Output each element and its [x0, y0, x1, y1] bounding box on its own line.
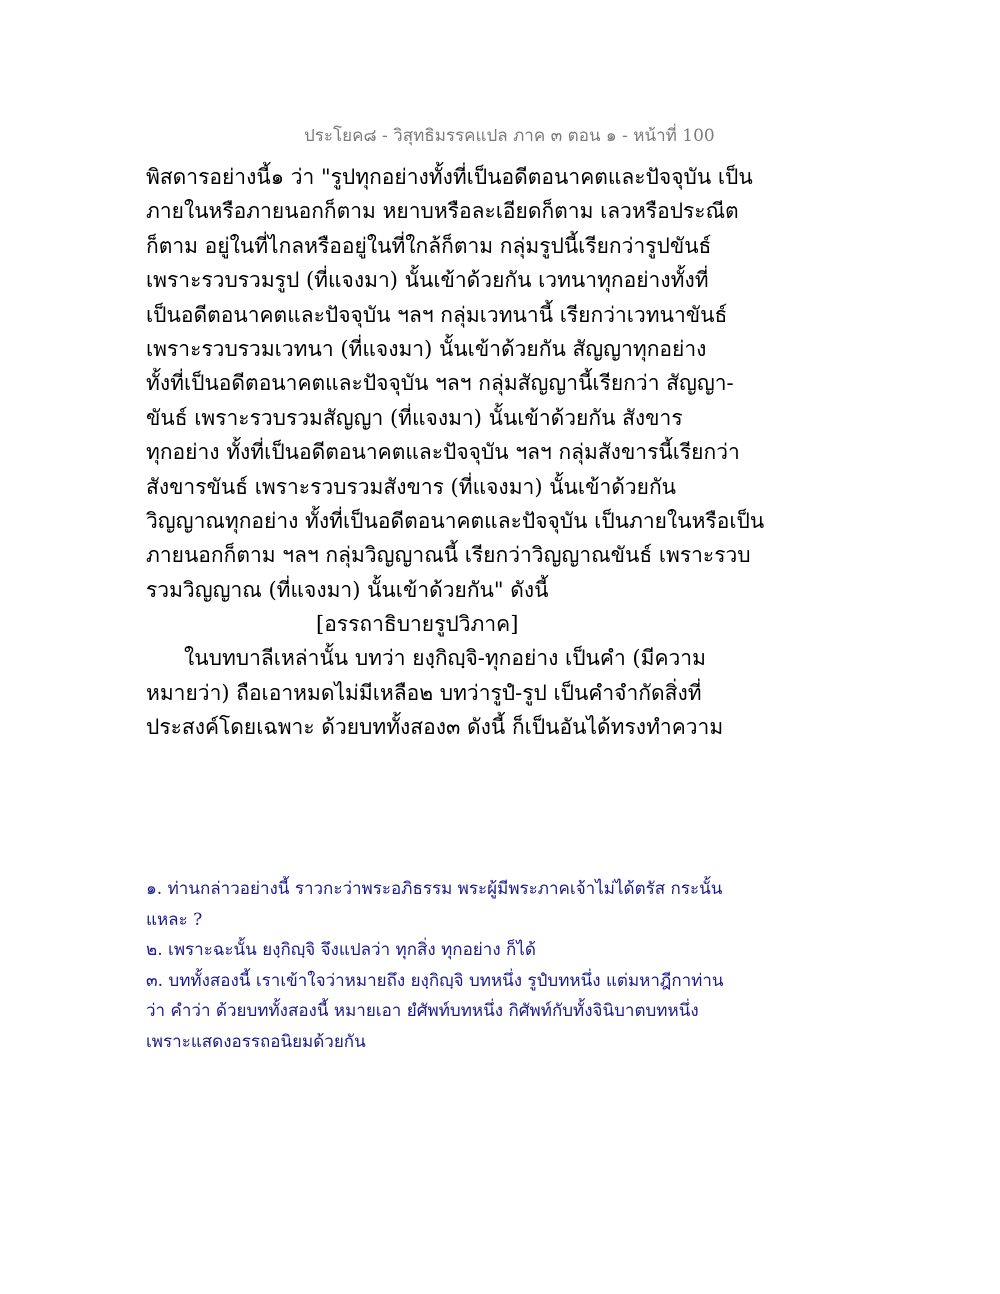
footnote-line: ๑. ท่านกล่าวอย่างนี้ ราวกะว่าพระอภิธรรม พระผู้มีพระภาคเจ้าไม่ได้ตรัส กระนั้น — [146, 879, 723, 899]
text-line: สังขารขันธ์ เพราะรวบรวมสังขาร (ที่แจงมา) นั้นเข้าด้วยกัน — [146, 474, 677, 499]
text-line: ประสงค์โดยเฉพาะ ด้วยบททั้งสอง๓ ดังนี้ ก็เป็นอันได้ทรงทำความ — [146, 715, 724, 740]
text-line: ทั้งที่เป็นอดีตอนาคตและปัจจุบัน ฯลฯ กลุ่มสัญญานี้เรียกว่า สัญญา- — [146, 371, 734, 396]
text-line: ขันธ์ เพราะรวบรวมสัญญา (ที่แจงมา) นั้นเข้าด้วยกัน สังขาร — [146, 405, 683, 430]
text-line: ก็ตาม อยู่ในที่ไกลหรืออยู่ในที่ใกล้ก็ตาม กลุ่มรูปนี้เรียกว่ารูปขันธ์ — [146, 233, 712, 258]
text-line: ภายนอกก็ตาม ฯลฯ กลุ่มวิญญาณนี้ เรียกว่าวิญญาณขันธ์ เพราะรวบ — [146, 543, 751, 568]
section-heading: [อรรถาธิบายรูปวิภาค] — [316, 612, 519, 637]
footnote-line: เพราะแสดงอรรถอนิยมด้วยกัน — [146, 1031, 366, 1052]
text-line: ทุกอย่าง ทั้งที่เป็นอดีตอนาคตและปัจจุบัน ฯลฯ กลุ่มสังขารนี้เรียกว่า — [146, 440, 740, 465]
text-line: ในบทบาลีเหล่านั้น บทว่า ยงฺกิญฺจิ-ทุกอย่าง เป็นคำ (มีความ — [184, 646, 706, 671]
text-line: หมายว่า) ถือเอาหมดไม่มีเหลือ๒ บทว่ารูปํ-รูป เป็นคำจำกัดสิ่งที่ — [146, 680, 702, 705]
footnote-line: ว่า คำว่า ด้วยบททั้งสองนี้ หมายเอา ยํศัพท์บทหนึ่ง กิศัพท์กับทั้งจินิบาตบทหนึ่ง — [146, 1001, 699, 1021]
text-line: วิญญาณทุกอย่าง ทั้งที่เป็นอดีตอนาคตและปัจจุบัน เป็นภายในหรือเป็น — [146, 508, 765, 533]
text-line: เพราะรวบรวมเวทนา (ที่แจงมา) นั้นเข้าด้วยกัน สัญญาทุกอย่าง — [146, 336, 707, 361]
footnotes — [146, 874, 746, 1057]
footnote-line: แหละ ? — [146, 909, 203, 930]
text-line: เป็นอดีตอนาคตและปัจจุบัน ฯลฯ กลุ่มเวทนานี้ เรียกว่าเวทนาขันธ์ — [146, 302, 728, 327]
text-line: พิสดารอย่างนี้๑ ว่า "รูปทุกอย่างทั้งที่เป็นอดีตอนาคตและปัจจุบัน เป็น — [146, 165, 753, 189]
footnote-line: ๒. เพราะฉะนั้น ยงฺกิญฺจิ จึงแปลว่า ทุกสิ่ง ทุกอย่าง ก็ได้ — [146, 940, 536, 960]
main-text — [146, 160, 765, 745]
footnote-line: ๓. บททั้งสองนี้ เราเข้าใจว่าหมายถึง ยงฺกิญฺจิ บทหนึ่ง รูปํบทหนึ่ง แต่มหาฎีกาท่าน — [146, 970, 724, 991]
text-line: เพราะรวบรวมรูป (ที่แจงมา) นั้นเข้าด้วยกัน เวทนาทุกอย่างทั้งที่ — [146, 268, 709, 293]
text-line: ภายในหรือภายนอกก็ตาม หยาบหรือละเอียดก็ตาม เลวหรือประณีต — [146, 199, 739, 224]
text-line: รวมวิญญาณ (ที่แจงมา) นั้นเข้าด้วยกัน" ดังนี้ — [146, 577, 549, 602]
running-header: ประโยค๘ - วิสุทธิมรรคแปล ภาค ๓ ตอน ๑ - หน้าที่ 100 — [304, 126, 715, 146]
